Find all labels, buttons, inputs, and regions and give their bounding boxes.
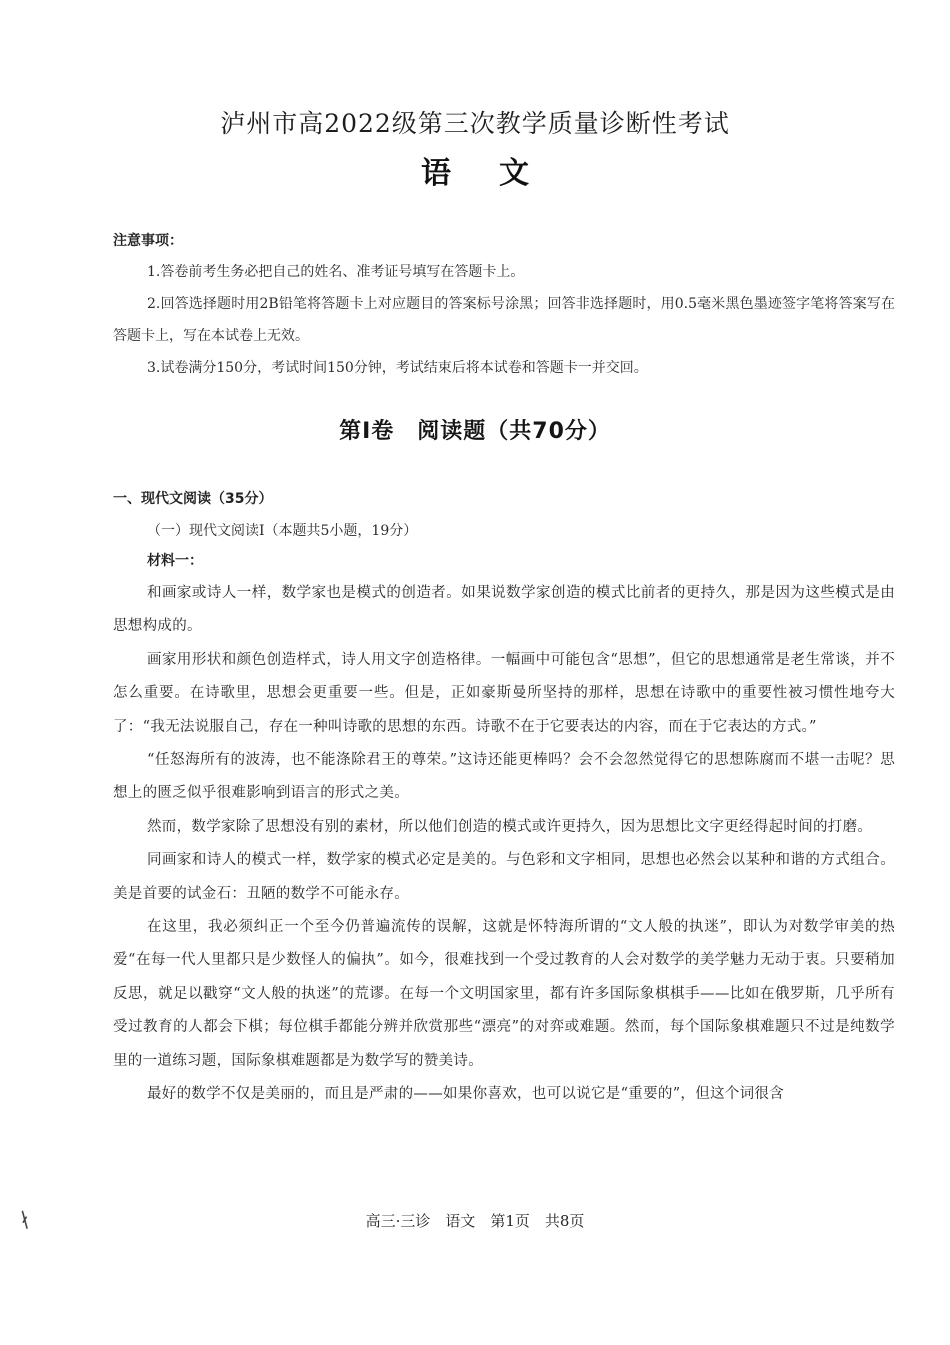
part-heading: 一、现代文阅读（35分） [113, 491, 273, 507]
passage-paragraph: 和画家或诗人一样，数学家也是模式的创造者。如果说数学家创造的模式比前者的更持久，那是因为这些模式是由思想构成的。 [113, 585, 895, 635]
pen-mark-icon: ∤ [17, 1207, 33, 1233]
reading-passage [113, 577, 895, 1112]
passage-paragraph: 在这里，我必须纠正一个至今仍普遍流传的误解，这就是怀特海所谓的“文人般的执迷”，即认为对数学审美的热爱“在每一代人里都只是少数怪人的偏执”。如今，很难找到一个受过教育的人会对数学的美学魅力无动于衷。只要稍加反思，就足以戳穿“文人般的执迷”的荒谬。在每一个文明国家里，都有许多国际象棋棋手——比如在俄罗斯，几乎所有受过教育的人都会下棋；每位棋手都能分辨并欣赏那些“漂亮”的对弈或难题。然而，每个国际象棋难题只不过是纯数学里的一道练习题，国际象棋难题都是为数学写的赞美诗。 [113, 919, 895, 1069]
passage-paragraph: 然而，数学家除了思想没有别的素材，所以他们创造的模式或许更持久，因为思想比文字更经得起时间的打磨。 [147, 818, 873, 835]
notice-item-1: 1.答卷前考生务必把自己的姓名、准考证号填写在答题卡上。 [147, 264, 525, 280]
passage-paragraph: 画家用形状和颜色创造样式，诗人用文字创造格律。一幅画中可能包含“思想”，但它的思想通常是老生常谈，并不怎么重要。在诗歌里，思想会更重要一些。但是，正如豪斯曼所坚持的那样，思想在诗歌中的重要性被习惯性地夸大了：“我无法说服自己，存在一种叫诗歌的思想的东西。诗歌不在于它要表达的内容，而在于它表达的方式。” [113, 651, 895, 735]
exam-title: 泸州市高2022级第三次教学质量诊断性考试 [220, 109, 730, 138]
sub-heading: （一）现代文阅读Ⅰ（本题共5小题，19分） [147, 523, 418, 539]
passage-paragraph: “任怒海所有的波涛，也不能涤除君王的尊荣。”这诗还能更棒吗？会不会忽然觉得它的思想陈腐而不堪一击呢？思想上的匮乏似乎很难影响到语言的形式之美。 [113, 752, 895, 802]
notice-item-3: 3.试卷满分150分，考试时间150分钟，考试结束后将本试卷和答题卡一并交回。 [147, 360, 648, 376]
section-title: 第Ⅰ卷 阅读题（共70分） [339, 419, 611, 444]
subject-title: 语文 [421, 156, 577, 191]
notice-item-2: 2.回答选择题时用2B铅笔将答题卡上对应题目的答案标号涂黑；回答非选择题时，用0.5毫米黑色墨迹签字笔将答案写在答题卡上，写在本试卷上无效。 [113, 296, 895, 344]
passage-paragraph: 最好的数学不仅是美丽的，而且是严肃的——如果你喜欢，也可以说它是“重要的”，但这个词很含 [147, 1086, 785, 1103]
notice-heading: 注意事项： [113, 233, 183, 249]
page-footer: 高三·三诊 语文 第1页 共8页 [365, 1212, 585, 1230]
material-label: 材料一： [147, 553, 203, 569]
passage-paragraph: 同画家和诗人的模式一样，数学家的模式必定是美的。与色彩和文字相同，思想也必然会以某种和谐的方式组合。美是首要的试金石：丑陋的数学不可能永存。 [113, 852, 895, 902]
